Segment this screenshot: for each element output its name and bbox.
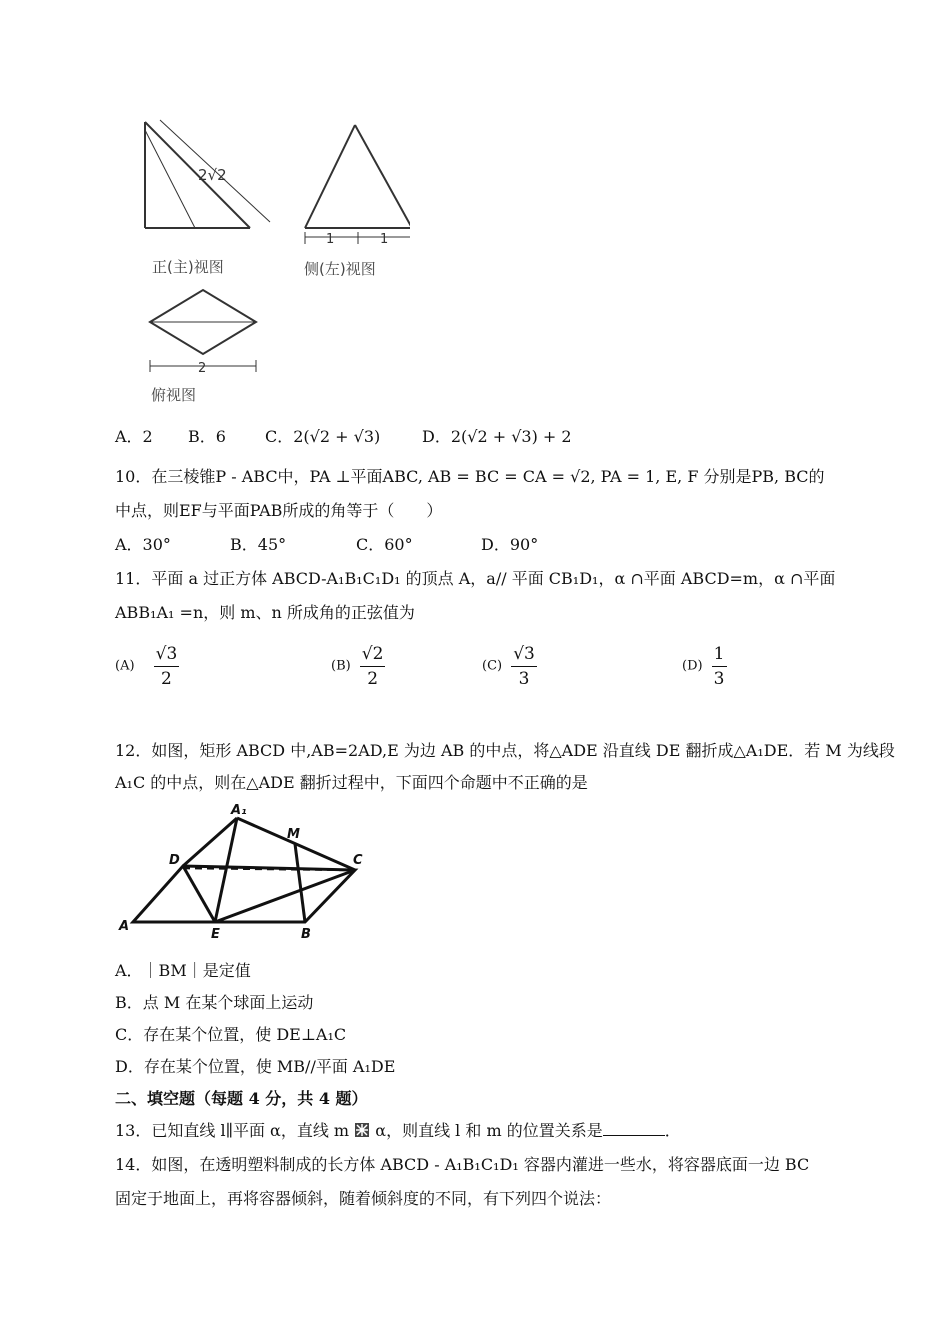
front-view-dim: 2√2 <box>198 166 227 184</box>
q11-option-a-fraction <box>154 642 180 691</box>
q12-option-b: B．点 M 在某个球面上运动 <box>115 993 314 1012</box>
q11-option-b-num: √2 <box>360 642 386 667</box>
q11-option-c <box>482 642 537 691</box>
q11-option-c-fraction <box>511 642 537 691</box>
q9-option-a: A．2 <box>115 427 153 446</box>
q11-option-a-num: √3 <box>154 642 180 667</box>
top-view-drawing <box>150 290 256 372</box>
q10-line2: 中点，则EF与平面PAB所成的角等于（ ） <box>115 501 443 520</box>
q10-line1: 10．在三棱锥P - ABC中，PA ⊥平面ABC, AB = BC = CA = √2, PA = 1, E, F 分别是PB, BC的 <box>115 467 825 486</box>
q13-before: 13．已知直线 l∥平面 α，直线 m <box>115 1121 355 1140</box>
section-fill-in-heading: 二、填空题（每题 4 分，共 4 题） <box>115 1089 368 1108</box>
fig-label-a: A <box>119 919 130 934</box>
q14-line2: 固定于地面上，再将容器倾斜，随着倾斜度的不同，有下列四个说法： <box>115 1189 612 1208</box>
q11-option-a <box>115 642 179 691</box>
q10-option-c: C．60° <box>356 535 413 554</box>
fig-label-m: M <box>287 827 300 842</box>
q11-option-d-fraction <box>712 642 727 691</box>
q9-option-b: B．6 <box>188 427 226 446</box>
q11-option-d-den: 3 <box>713 669 725 689</box>
q9-option-d: D．2(√2 + √3) + 2 <box>422 427 572 446</box>
q11-option-a-den: 2 <box>161 669 172 689</box>
q11-option-b-fraction <box>360 642 386 691</box>
q11-option-c-num: √3 <box>511 642 537 667</box>
q10-option-b: B．45° <box>230 535 287 554</box>
q10-option-a: A．30° <box>115 535 171 554</box>
fig-label-d: D <box>169 853 180 868</box>
q11-option-b-den: 2 <box>367 669 379 689</box>
q13 <box>115 1120 681 1142</box>
fig-label-b: B <box>301 927 311 940</box>
side-view-dim-left: 1 <box>326 232 335 247</box>
q12-option-c: C．存在某个位置，使 DE⊥A₁C <box>115 1025 347 1044</box>
side-view-label: 侧(左)视图 <box>304 260 376 278</box>
q11-line1: 11．平面 a 过正方体 ABCD-A₁B₁C₁D₁ 的顶点 A，a// 平面 CB₁D₁，α ∩平面 ABCD=m，α ∩平面 <box>115 569 836 588</box>
q14-line1: 14．如图，在透明塑料制成的长方体 ABCD - A₁B₁C₁D₁ 容器内灌进一些水，将容器底面一边 BC <box>115 1155 810 1174</box>
top-view-dim: 2 <box>198 361 207 376</box>
q12-option-d: D．存在某个位置，使 MB//平面 A₁DE <box>115 1057 396 1076</box>
q13-after: α，则直线 l 和 m 的位置关系是 <box>370 1121 603 1140</box>
q11-option-d-label: (D) <box>682 658 703 674</box>
q11-option-c-label: (C) <box>482 658 503 674</box>
q11-option-b <box>331 642 385 691</box>
q11-option-a-label: (A) <box>115 658 135 674</box>
q12-line2: A₁C 的中点，则在△ADE 翻折过程中，下面四个命题中不正确的是 <box>115 773 588 792</box>
q13-end: ． <box>664 1121 681 1140</box>
q11-option-d-num: 1 <box>712 642 727 667</box>
fig-label-e: E <box>211 927 220 940</box>
side-view-dim-right: 1 <box>380 232 389 247</box>
fig-label-c: C <box>353 853 363 868</box>
q11-option-c-den: 3 <box>518 669 530 689</box>
not-subset-symbol-icon <box>354 1122 370 1138</box>
q9-option-c: C．2(√2 + √3) <box>265 427 381 446</box>
fig-label-a1: A₁ <box>231 803 247 818</box>
q13-answer-blank[interactable] <box>603 1121 665 1136</box>
front-view-label: 正(主)视图 <box>152 258 224 276</box>
q12-folding-figure <box>115 800 375 940</box>
q12-line1: 12．如图，矩形 ABCD 中,AB=2AD,E 为边 AB 的中点，将△ADE 沿直线 DE 翻折成△A₁DE．若 M 为线段 <box>115 741 895 760</box>
q11-line2: ABB₁A₁ =n，则 m、n 所成角的正弦值为 <box>115 603 415 622</box>
q11-option-b-label: (B) <box>331 658 351 674</box>
side-view-drawing <box>305 125 410 244</box>
q10-option-d: D．90° <box>481 535 539 554</box>
top-view-label: 俯视图 <box>151 386 197 404</box>
q12-option-a: A．｜BM｜是定值 <box>115 961 251 980</box>
q11-option-d <box>682 642 727 691</box>
